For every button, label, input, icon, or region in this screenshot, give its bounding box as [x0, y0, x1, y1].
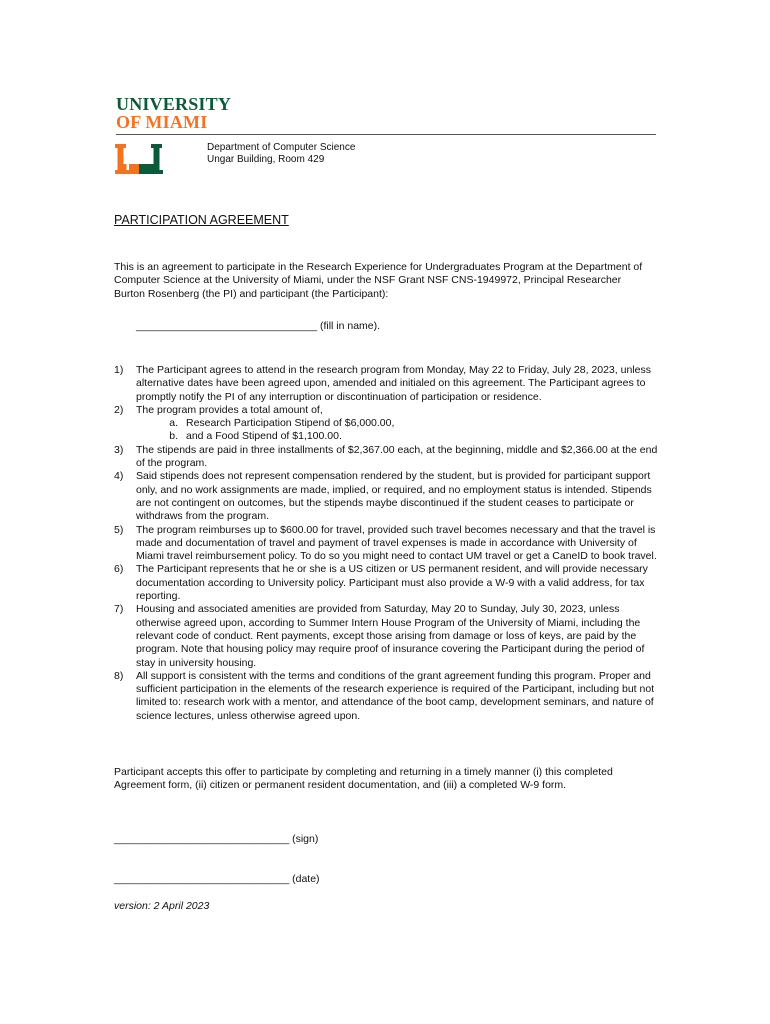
list-item: [114, 603, 659, 669]
sub-item-text: Research Participation Stipend of $6,000.00,: [186, 417, 395, 430]
item-text: The stipends are paid in three installments of $2,367.00 each, at the beginning, middle and $2,366.00 at the end of the program.: [136, 443, 658, 470]
list-item: [114, 563, 659, 603]
department-name: Department of Computer Science: [207, 142, 356, 153]
sub-item: [114, 417, 659, 430]
list-item: [114, 524, 659, 564]
item-number: 3): [114, 443, 124, 456]
name-fill-line: _______________________________ (fill in name).: [136, 320, 381, 332]
terms-list: [114, 364, 659, 723]
signature-line: ______________________________ (sign): [114, 833, 319, 845]
item-number: 7): [114, 603, 124, 616]
item-text: The program reimburses up to $600.00 for travel, provided such travel becomes necessary and that the travel is made and documentation of travel and payment of travel expenses is made in accordance with University of Miami travel reimbursement policy. To do so you might need to contact UM travel or get a CaneID to book travel.: [136, 523, 657, 563]
item-number: 4): [114, 470, 124, 483]
item-number: 8): [114, 669, 124, 682]
list-item: [114, 470, 659, 523]
list-item: [114, 444, 659, 471]
item-text: All support is consistent with the terms and conditions of the grant agreement funding this program. Proper and sufficient participation in the elements of the research experience is required of the Participant, including but not limited to: research work with a mentor, and attendance of the boot camp, development seminars, and nature of science lectures, unless otherwise agreed upon.: [136, 669, 655, 722]
list-item: [114, 364, 659, 404]
university-name-line2: OF MIAMI: [116, 112, 208, 132]
building-room: Ungar Building, Room 429: [207, 154, 325, 165]
sub-item-label: b.: [169, 430, 178, 443]
document-title: PARTICIPATION AGREEMENT: [114, 213, 289, 227]
item-number: 1): [114, 364, 124, 376]
sub-item: [114, 430, 659, 443]
sub-item-label: a.: [169, 417, 178, 430]
item-text: Housing and associated amenities are provided from Saturday, May 20 to Sunday, July 30, 2023, unless otherwise agreed upon, according to Summer Intern House Program of the University of Miami, including the relevant code of conduct. Rent payments, except those arising from damage or loss of keys, are paid by the program. Note that housing policy may require proof of insurance covering the Participant during the period of stay in university housing.: [136, 603, 645, 669]
university-logo-text: [116, 95, 231, 131]
item-number: 5): [114, 523, 124, 536]
date-line: ______________________________ (date): [114, 873, 320, 885]
version-note: version: 2 April 2023: [114, 900, 210, 912]
item-number: 2): [114, 403, 124, 416]
item-text: The Participant represents that he or she is a US citizen or US permanent resident, and will provide necessary documentation according to University policy. Participant must also provide a W-9 with a valid address, for tax reporting.: [136, 563, 648, 603]
department-address: [207, 142, 355, 166]
list-item: [114, 404, 659, 417]
u-logo-icon: [115, 144, 165, 174]
header-rule: [116, 134, 656, 135]
list-item: [114, 670, 659, 723]
sub-item-text: and a Food Stipend of $1,100.00.: [186, 430, 342, 443]
university-name-line1: UNIVERSITY: [116, 94, 232, 114]
item-text: The Participant agrees to attend in the research program from Monday, May 22 to Friday, July 28, 2023, unless alternative dates have been agreed upon, amended and initialed on this agreement. The Participant agrees to promptly notify the PI of any interruption or discontinuation of participation or residence.: [136, 364, 651, 403]
closing-paragraph: Participant accepts this offer to participate by completing and returning in a timely manner (i) this completed Agreement form, (ii) citizen or permanent resident documentation, and (iii) a completed W-9 form.: [114, 766, 613, 792]
item-number: 6): [114, 563, 124, 576]
item-text: The program provides a total amount of,: [136, 403, 323, 416]
item-text: Said stipends does not represent compensation rendered by the student, but is provided for participant support only, and no work assignments are made, implied, or required, and no employment status is intended. Stipends are not contingent on outcomes, but the stipends maybe discontinued if the student ceases to participate or withdraws from the program.: [136, 470, 652, 523]
intro-paragraph: This is an agreement to participate in the Research Experience for Undergraduates Program at the Department of Computer Science at the University of Miami, under the NSF Grant NSF CNS-1949972, Principal Researcher Burton Rosenberg (the PI) and participant (the Participant):: [114, 261, 643, 300]
